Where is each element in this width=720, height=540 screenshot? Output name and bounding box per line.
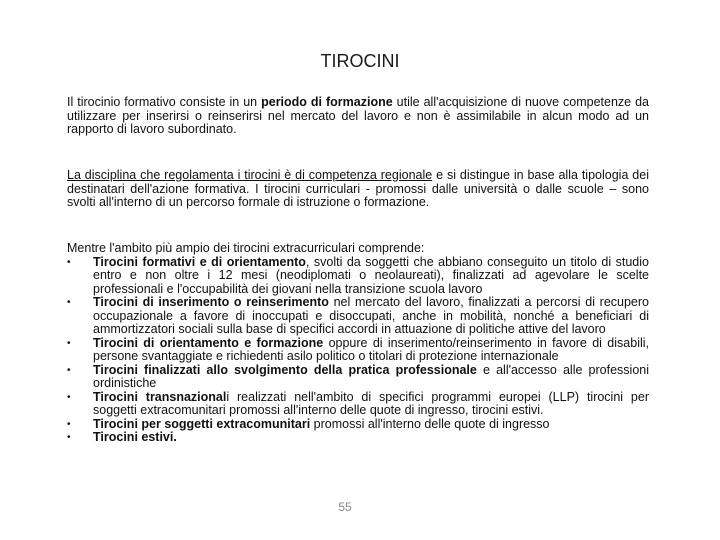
list-item-text: , svolti da soggetti che abbiano conseguito un titolo di studio entro e non oltre i 12 mesi (neodiplomati o neolaureati), finalizzati ad agevolare le scelte professionali e l'occupabilità dei giovani nella transizione scuola lavoro: [93, 254, 649, 296]
bullet-icon: •: [67, 432, 71, 443]
list-item: [67, 418, 649, 432]
page-title: TIROCINI: [320, 51, 400, 71]
list-item-title: Tirocini finalizzati allo svolgimento della pratica professionale: [93, 362, 477, 377]
list-items: [67, 256, 649, 445]
bullet-icon: •: [67, 391, 71, 403]
list-item: [67, 391, 649, 418]
list-item: [67, 364, 649, 391]
list-item-text: i realizzati nell'ambito di specifici programmi europei (LLP) tirocini per soggetti extracomunitari promossi all'interno delle quote di ingresso, tirocini estivi.: [93, 389, 649, 417]
list-item: [67, 296, 649, 337]
list-item-text: e all'accesso alle professioni ordinistiche: [93, 362, 650, 390]
intro-text-end: utile all'acquisizione di nuove competenze da utilizzare per inserirsi o reinserirsi nel mercato del lavoro e non è assimilabile in alcun modo ad un rapporto di lavoro subordinato.: [67, 95, 649, 136]
list-item-title: Tirocini estivi.: [93, 430, 177, 444]
bullet-icon: •: [67, 297, 71, 308]
list-item-title: Tirocini formativi e di orientamento: [93, 254, 306, 269]
discipline-underlined: La disciplina che regolamenta i tirocini è di competenza regionale: [67, 168, 433, 182]
list-item-title: Tirocini di inserimento o reinserimento: [93, 295, 329, 309]
list-item-title: Tirocini transnazional: [93, 389, 227, 404]
bullet-icon: •: [67, 256, 71, 268]
list-item-text: promossi all'interno delle quote di ingresso: [310, 416, 550, 431]
list-item: [67, 337, 649, 364]
list-item: [67, 431, 649, 445]
bullet-icon: •: [67, 418, 71, 430]
discipline-paragraph: [67, 169, 649, 210]
discipline-text: e si distingue in base alla tipologia dei destinatari dell'azione formativa. I tirocini curriculari - promossi dalle università o dalle scuole – sono svolti all'interno di un percorso formale di istruzione o formazione.: [67, 168, 649, 209]
intro-bold-phrase: periodo di formazione: [261, 95, 393, 109]
bullet-icon: •: [67, 337, 71, 349]
intro-paragraph: [67, 96, 649, 137]
page-number: 55: [338, 500, 352, 514]
list-item-text: nel mercato del lavoro, finalizzati a percorsi di recupero occupazionale a favore di inoccupati e disoccupati, anche in mobilità, nonché a beneficiari di ammortizzatori sociali sulla base di specifici accordi in attuazione di politiche attive del lavoro: [93, 295, 649, 336]
list-item-title: Tirocini per soggetti extracomunitari: [93, 416, 311, 431]
intro-text-start: Il tirocinio formativo consiste in un: [67, 95, 262, 109]
list-item: [67, 256, 649, 297]
list-item-title: Tirocini di orientamento e formazione: [93, 335, 324, 350]
list-item-text: oppure di inserimento/reinserimento in favore di disabili, persone svantaggiate e richiedenti asilo politico o titolari di protezione internazionale: [93, 335, 649, 363]
extracurricular-list: [67, 242, 649, 445]
bullet-icon: •: [67, 364, 71, 376]
list-intro: Mentre l'ambito più ampio dei tirocini extracurriculari comprende:: [67, 241, 425, 255]
